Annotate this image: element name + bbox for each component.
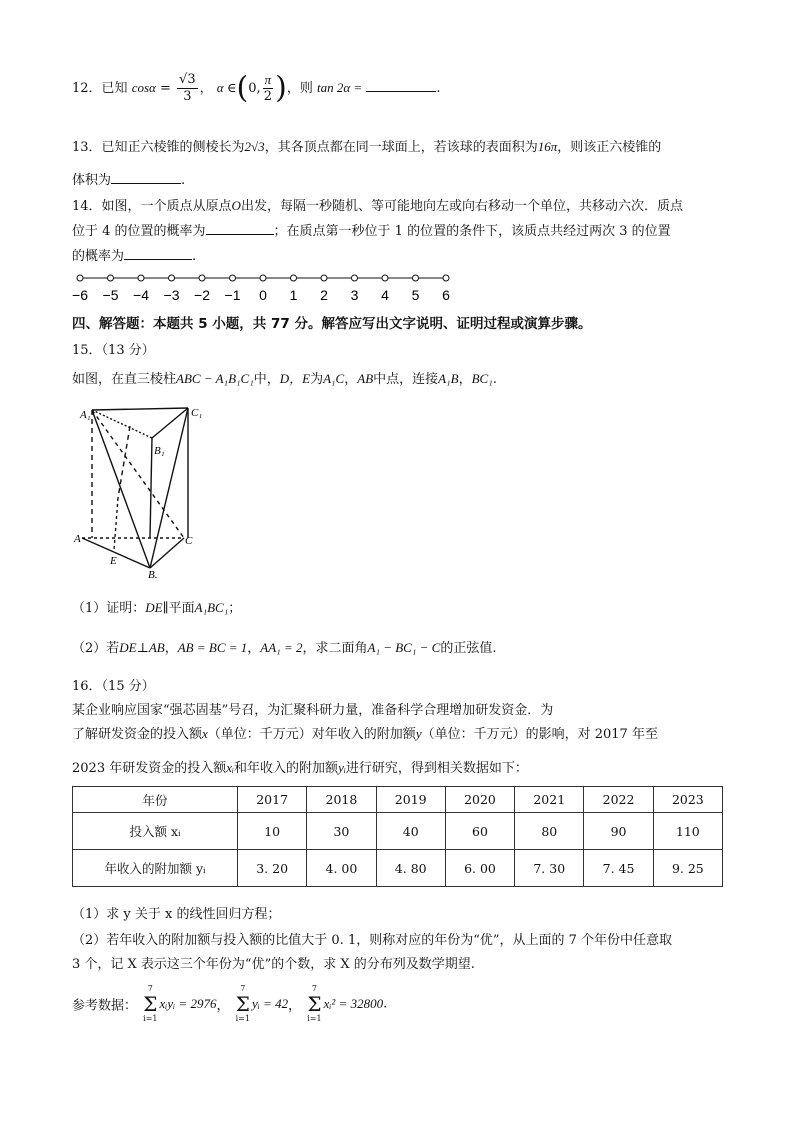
question-15-stem: 如图，在直三棱柱ABC − A₁B₁C₁中，D，E为A₁C，AB中点，连接A₁B，BC₁. bbox=[72, 371, 497, 387]
question-12: 12．已知 cosα = $\frac{√3}{3}$ ， α ∈(0, $\frac{\pi}{2}$ )，则 tan 2α = . bbox=[72, 70, 441, 106]
table-cell: 2021 bbox=[515, 787, 584, 813]
question-16-line1: 某企业响应国家“强芯固基”号召，为汇聚科研力量，准备科学合理增加研发资金．为 bbox=[72, 703, 554, 718]
fraction-pi-over-2: $\frac{\pi}{2}$ bbox=[263, 72, 272, 104]
table-cell: 10 bbox=[238, 813, 307, 850]
q13-answer-blank[interactable] bbox=[111, 171, 181, 184]
question-13-line1: 13．已知正六棱锥的侧棱长为2√3，其各顶点都在同一球面上，若该球的表面积为16π，则该正六棱锥的 bbox=[72, 139, 662, 155]
table-cell: 2020 bbox=[445, 787, 514, 813]
number-line-point bbox=[169, 275, 175, 281]
q14-answer-blank-1[interactable] bbox=[206, 222, 274, 235]
summation-symbol: 7 Σ i=1 bbox=[143, 984, 158, 1023]
question-15-header: 15．（13 分） bbox=[72, 343, 155, 358]
label-B1: B₁ bbox=[154, 445, 165, 457]
number-line-point bbox=[260, 275, 266, 281]
number-line-label: 0 bbox=[259, 287, 267, 303]
research-data-table bbox=[72, 786, 723, 887]
number-line-label: −1 bbox=[224, 287, 241, 303]
q12-answer-blank[interactable] bbox=[366, 79, 436, 92]
table-cell: 110 bbox=[653, 813, 722, 850]
label-A1: A₁ bbox=[80, 409, 91, 421]
number-line-point bbox=[413, 275, 419, 281]
table-cell: 7. 45 bbox=[584, 850, 653, 887]
number-line-label: −6 bbox=[72, 287, 88, 303]
number-line-point bbox=[291, 275, 297, 281]
question-16-part2-line2: 3 个，记 X 表示这三个年份为“优”的个数，求 X 的分布列及数学期望. bbox=[72, 957, 475, 972]
label-E: E bbox=[110, 555, 117, 567]
number-line-point bbox=[77, 275, 83, 281]
question-16-part2-line1: （2）若年收入的附加额与投入额的比值大于 0. 1，则称对应的年份为“优”，从上面的 7 个年份中任意取 bbox=[72, 933, 673, 948]
table-cell: 2023 bbox=[653, 787, 722, 813]
number-line-label: −3 bbox=[163, 287, 180, 303]
table-cell: 6. 00 bbox=[445, 850, 514, 887]
number-line-point bbox=[352, 275, 358, 281]
number-line-label: 3 bbox=[350, 287, 359, 303]
fraction-sqrt3-over-3: $\frac{√3}{3}$ bbox=[179, 72, 196, 104]
number-line-point bbox=[382, 275, 388, 281]
question-16-line2: 了解研发资金的投入额x（单位：千万元）对年收入的附加额y（单位：千万元）的影响，对 2017 年至 bbox=[72, 726, 658, 742]
question-16-part1: （1）求 y 关于 x 的线性回归方程； bbox=[72, 907, 281, 922]
question-15-part2: （2）若DE⊥AB，AB = BC = 1，AA₁ = 2，求二面角A₁ − BC₁ − C的正弦值. bbox=[72, 640, 497, 656]
summation-symbol: 7 Σ i=1 bbox=[307, 984, 322, 1023]
number-line-point bbox=[199, 275, 205, 281]
table-cell: 60 bbox=[445, 813, 514, 850]
table-cell: 3. 20 bbox=[238, 850, 307, 887]
question-15-part1: （1）证明：DE∥平面A₁BC₁； bbox=[72, 600, 242, 616]
reference-data: 参考数据： 7 Σ i=1 xᵢyᵢ = 2976， 7 Σ i=1 yᵢ = 42， 7 Σ i=1 xᵢ² = 32800. bbox=[72, 984, 388, 1023]
table-cell: 2018 bbox=[307, 787, 376, 813]
table-cell: 2017 bbox=[238, 787, 307, 813]
number-line-label: 5 bbox=[411, 287, 420, 303]
number-line-label: 4 bbox=[381, 287, 389, 303]
question-14-line3: 的概率为 . bbox=[72, 249, 197, 264]
table-cell: 9. 25 bbox=[653, 850, 722, 887]
table-cell: 40 bbox=[376, 813, 445, 850]
section-4-heading: 四、解答题：本题共 5 小题，共 77 分。解答应写出文字说明、证明过程或演算步骤。 bbox=[72, 316, 592, 332]
table-header-year: 年份 bbox=[73, 787, 238, 813]
question-14-line2: 位于 4 的位置的概率为 ；在质点第一秒位于 1 的位置的条件下，该质点共经过两次 3 的位置 bbox=[72, 224, 671, 239]
question-13-line2: 体积为 . bbox=[72, 173, 186, 188]
question-14-line1: 14．如图，一个质点从原点O出发，每隔一秒随机、等可能地向左或向右移动一个单位，共移动六次．质点 bbox=[72, 198, 683, 214]
q12-number: 12． bbox=[72, 81, 102, 96]
label-C: C bbox=[185, 535, 193, 547]
label-C1: C₁ bbox=[191, 407, 203, 419]
label-A: A bbox=[74, 533, 81, 545]
number-line-label: 2 bbox=[320, 287, 328, 303]
table-cell: 80 bbox=[515, 813, 584, 850]
number-line-label: −2 bbox=[194, 287, 210, 303]
table-cell: 90 bbox=[584, 813, 653, 850]
number-line-label: −5 bbox=[102, 287, 119, 303]
table-row-investment bbox=[73, 813, 723, 850]
table-cell: 4. 00 bbox=[307, 850, 376, 887]
table-cell: 7. 30 bbox=[515, 850, 584, 887]
table-row-years bbox=[73, 787, 723, 813]
number-line-figure bbox=[68, 270, 468, 304]
table-cell: 4. 80 bbox=[376, 850, 445, 887]
number-line-point bbox=[138, 275, 144, 281]
label-B: B. bbox=[148, 569, 158, 581]
table-header-investment: 投入额 xᵢ bbox=[73, 813, 238, 850]
number-line-label: −4 bbox=[133, 287, 149, 303]
table-header-revenue: 年收入的附加额 yᵢ bbox=[73, 850, 238, 887]
summation-symbol: 7 Σ i=1 bbox=[235, 984, 250, 1023]
question-16-header: 16．（15 分） bbox=[72, 679, 155, 694]
prism-figure bbox=[70, 398, 210, 584]
number-line-point bbox=[443, 275, 449, 281]
table-cell: 2019 bbox=[376, 787, 445, 813]
table-cell: 30 bbox=[307, 813, 376, 850]
number-line-label: 1 bbox=[289, 287, 298, 303]
table-row-revenue bbox=[73, 850, 723, 887]
number-line-label: 6 bbox=[442, 287, 450, 303]
number-line-point bbox=[321, 275, 327, 281]
number-line-point bbox=[230, 275, 236, 281]
q14-answer-blank-2[interactable] bbox=[124, 247, 192, 260]
number-line-point bbox=[108, 275, 114, 281]
question-16-line3: 2023 年研发资金的投入额xᵢ和年收入的附加额yᵢ进行研究，得到相关数据如下： bbox=[72, 760, 528, 776]
table-cell: 2022 bbox=[584, 787, 653, 813]
